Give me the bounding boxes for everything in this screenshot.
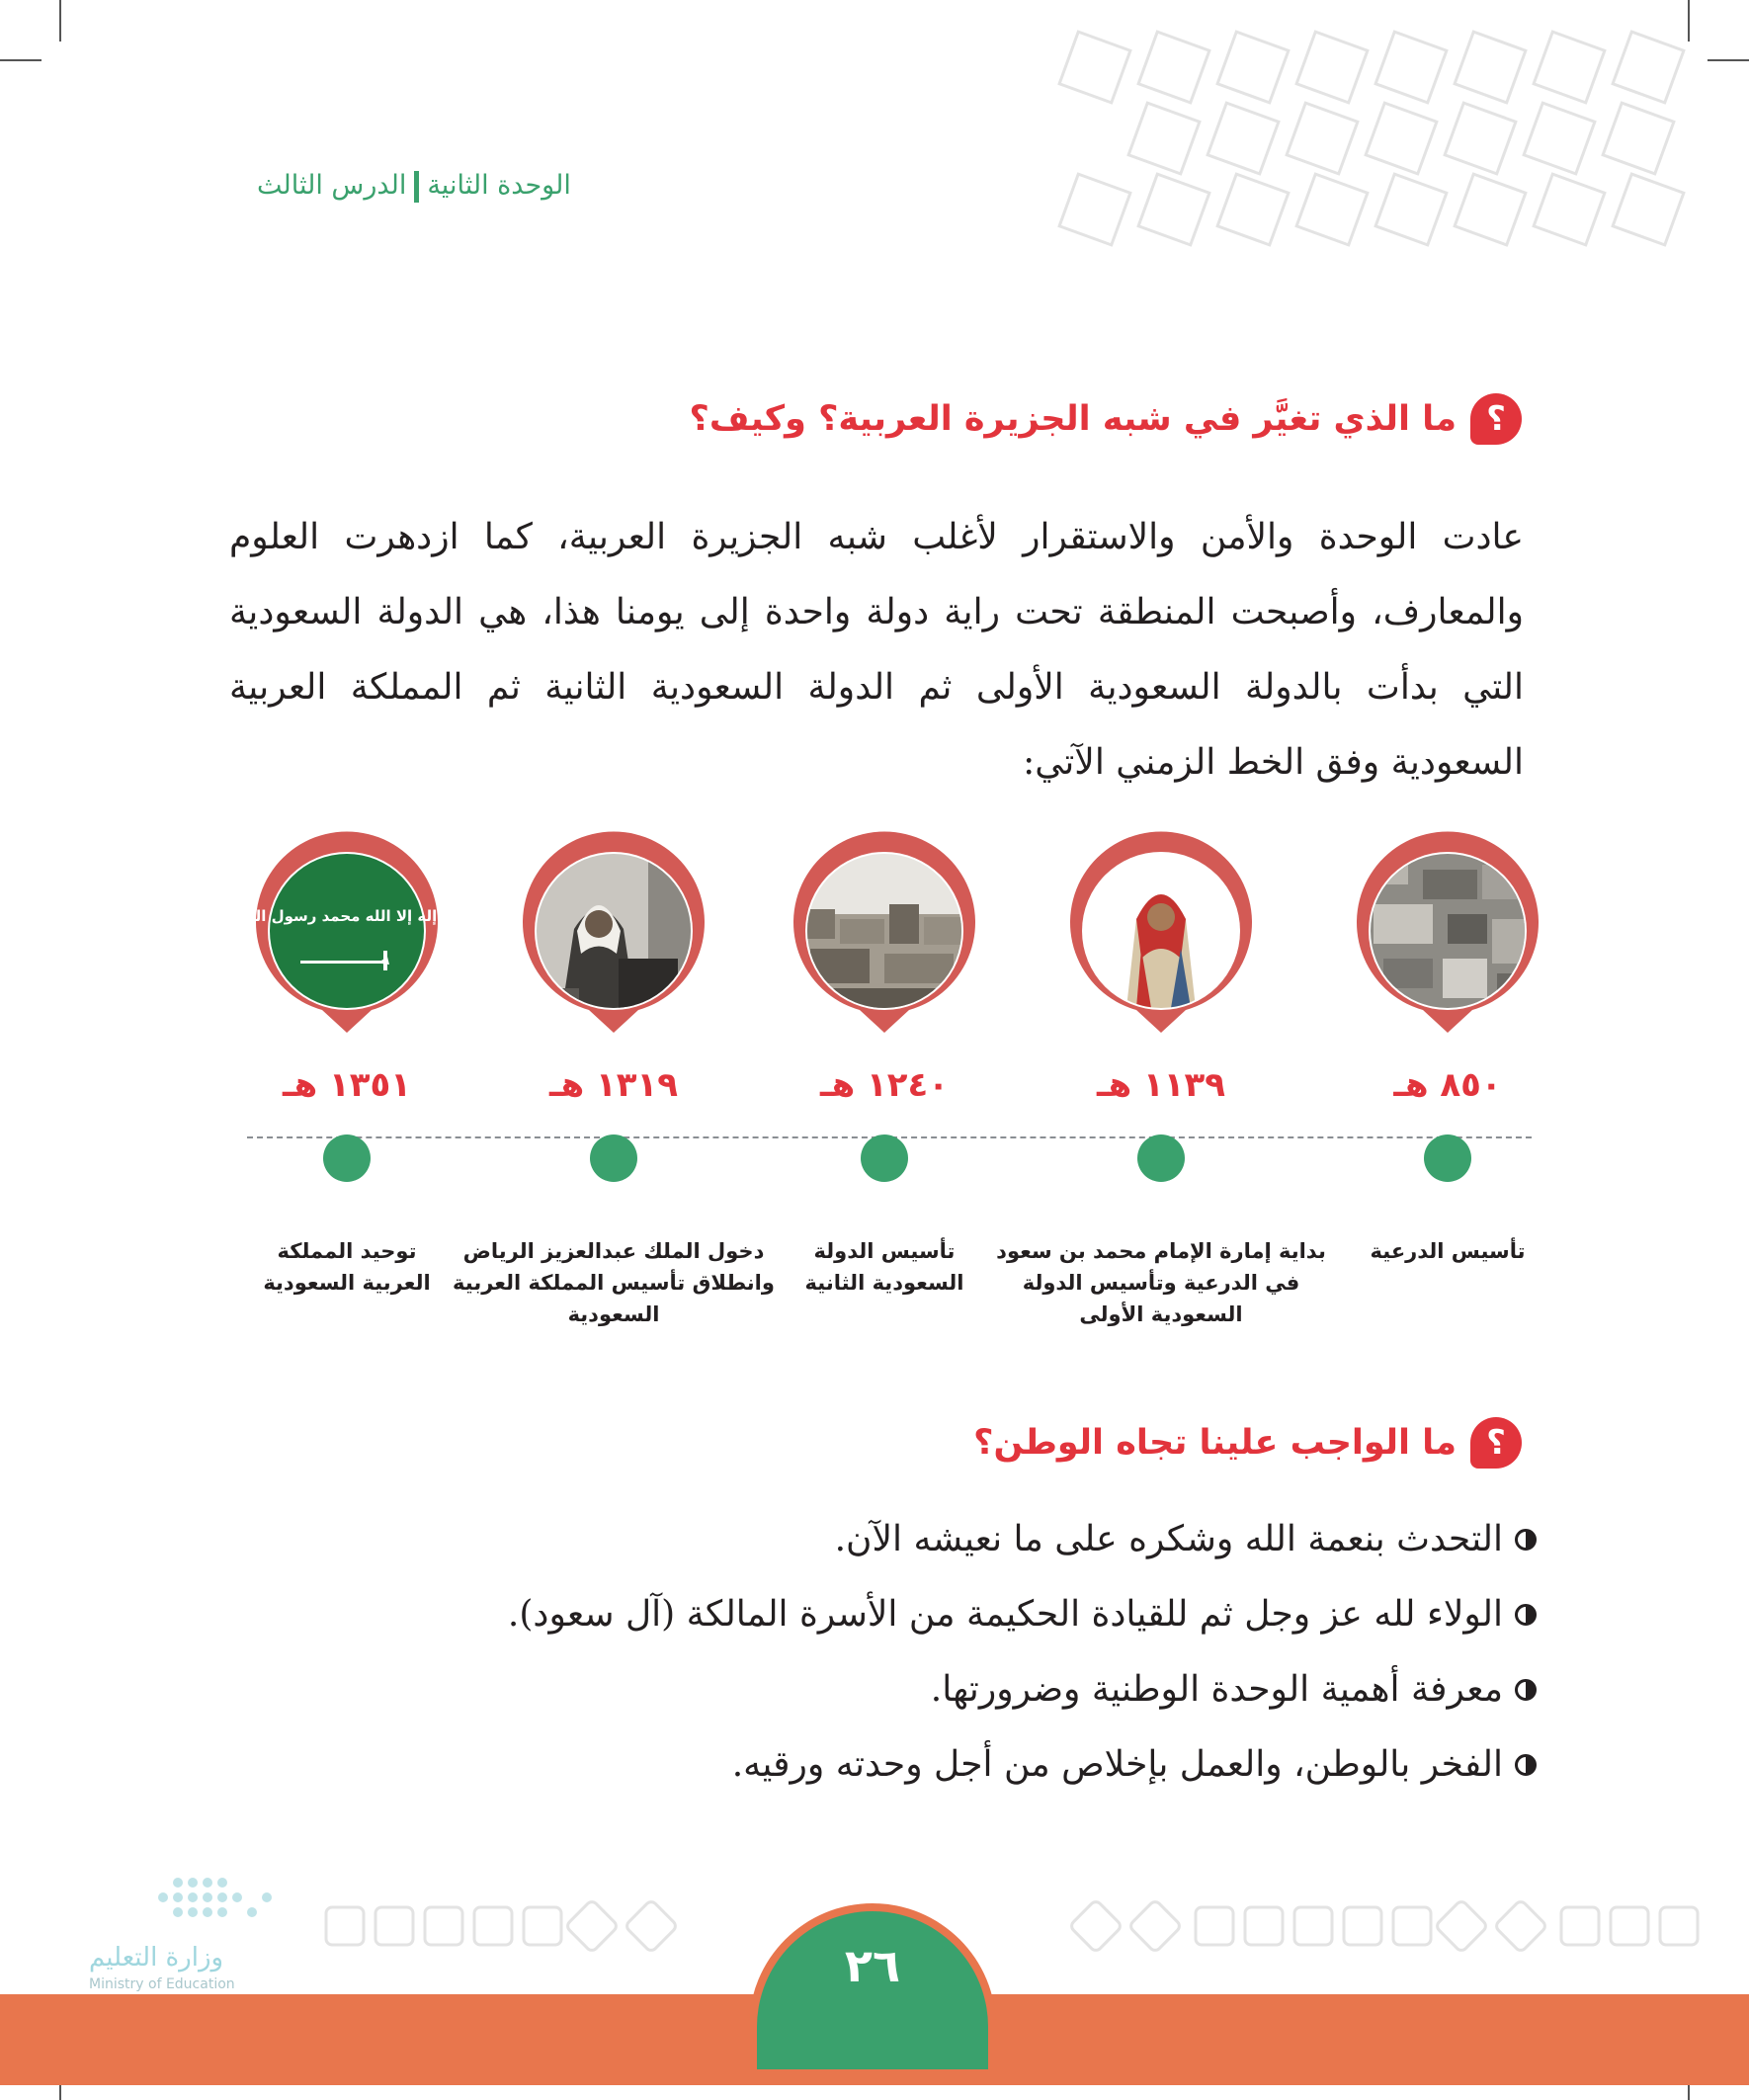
saudi-flag bbox=[240, 840, 454, 1038]
king-abdulaziz-photo bbox=[520, 840, 708, 1038]
event-caption: تأسيس الدرعية bbox=[1370, 1239, 1526, 1263]
event-year: ٨٥٠ هـ bbox=[1393, 1065, 1502, 1105]
timeline-dot bbox=[1137, 1134, 1185, 1182]
section-heading-text: ما الواجب علينا تجاه الوطن؟ bbox=[973, 1423, 1457, 1463]
list-item-text: الولاء لله عز وجل ثم للقيادة الحكيمة من الأسرة المالكة (آل سعود). bbox=[507, 1594, 1503, 1635]
bullet-icon bbox=[1515, 1529, 1537, 1551]
bullet-icon bbox=[1515, 1754, 1537, 1776]
event-year: ١٣١٩ هـ bbox=[548, 1065, 679, 1105]
timeline-dot bbox=[861, 1134, 908, 1182]
list-item-text: الفخر بالوطن، والعمل بإخلاص من أجل وحدته ورقيه. bbox=[731, 1744, 1503, 1785]
event-caption: تأسيس الدولة السعودية الثانية bbox=[804, 1239, 964, 1295]
riyadh-old-city-photo bbox=[791, 840, 978, 1038]
list-item bbox=[153, 1727, 1537, 1803]
ministry-name-en: Ministry of Education bbox=[89, 1976, 235, 1992]
imam-portrait-illustration bbox=[1067, 840, 1255, 1038]
event-year: ١٣٥١ هـ bbox=[282, 1065, 412, 1105]
intro-paragraph: عادت الوحدة والأمن والاستقرار لأغلب شبه الجزيرة العربية، كما ازدهرت العلوم والمعارف، وأصبحت المنطقة تحت راية دولة واحدة إلى يومنا هذا، هي الدولة السعودية التي بدأت بالدولة السعودية الأولى ثم الدولة السعودية الثانية ثم المملكة العربية السعودية وفق الخط الزمني الآتي: bbox=[229, 517, 1524, 783]
list-item bbox=[153, 1502, 1537, 1577]
list-item bbox=[153, 1652, 1537, 1727]
timeline-dot bbox=[590, 1134, 637, 1182]
breadcrumb-unit: الوحدة الثانية bbox=[427, 170, 571, 201]
event-caption: دخول الملك عبدالعزيز الرياض وانطلاق تأسيس المملكة العربية السعودية bbox=[453, 1239, 775, 1326]
timeline-dot bbox=[1424, 1134, 1471, 1182]
ministry-name-ar: وزارة التعليم bbox=[89, 1943, 224, 1973]
page-number: ٢٦ bbox=[844, 1939, 901, 1992]
bullet-icon bbox=[1515, 1604, 1537, 1626]
question-icon: ؟ bbox=[1470, 393, 1522, 445]
event-caption: توحيد المملكة العربية السعودية bbox=[263, 1239, 431, 1295]
list-item-text: معرفة أهمية الوحدة الوطنية وضرورتها. bbox=[930, 1669, 1503, 1710]
diriyah-aerial-photo bbox=[1354, 840, 1541, 1038]
list-item bbox=[153, 1577, 1537, 1652]
section-heading bbox=[973, 1417, 1522, 1469]
list-item-text: التحدث بنعمة الله وشكره على ما نعيشه الآن. bbox=[834, 1519, 1503, 1559]
event-year: ١٢٤٠ هـ bbox=[819, 1065, 950, 1105]
flag-text: لا إله إلا الله محمد رسول الله bbox=[240, 907, 454, 925]
duties-list bbox=[153, 1502, 1537, 1803]
event-caption: بداية إمارة الإمام محمد بن سعود في الدرعية وتأسيس الدولة السعودية الأولى bbox=[996, 1239, 1326, 1326]
timeline-dot bbox=[323, 1134, 371, 1182]
question-icon: ؟ bbox=[1470, 1417, 1522, 1469]
bullet-icon bbox=[1515, 1679, 1537, 1701]
event-year: ١١٣٩ هـ bbox=[1096, 1065, 1226, 1105]
breadcrumb-lesson: الدرس الثالث bbox=[257, 170, 407, 201]
section-heading-text: ما الذي تغيَّر في شبه الجزيرة العربية؟ وكيف؟ bbox=[689, 399, 1457, 439]
